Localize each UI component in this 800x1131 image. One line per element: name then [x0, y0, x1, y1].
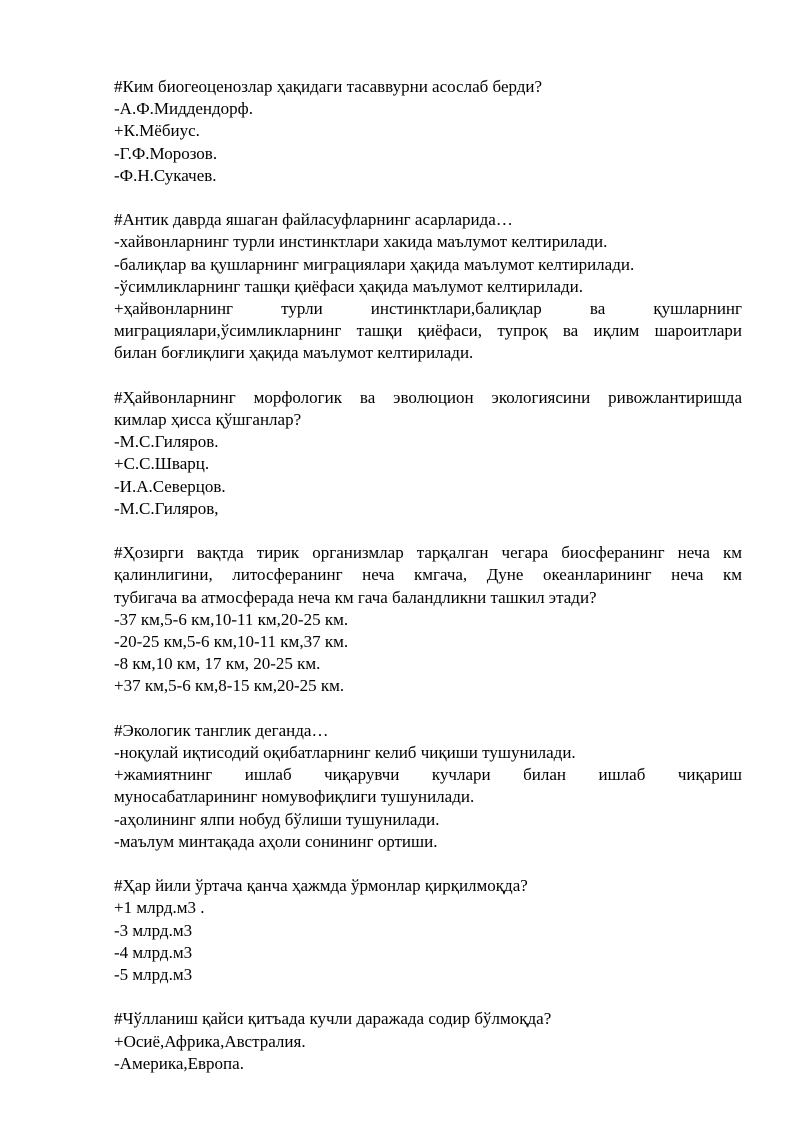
question-text: #Ҳар йили ўртача қанча ҳажмда ўрмонлар қирқилмоқда? — [114, 876, 528, 896]
answer-option: +37 км,5-6 км,8-15 км,20-25 км. — [114, 676, 345, 696]
document-page — [114, 76, 742, 1097]
answer-option: -хайвонларнинг турли инстинктлари хакида маълумот келтирилади. — [114, 232, 608, 252]
question-text: кимлар ҳисса қўшганлар? — [114, 410, 302, 430]
answer-option: +К.Мёбиус. — [114, 121, 200, 141]
question-block — [114, 76, 742, 187]
question-block — [114, 720, 742, 853]
answer-option: -Ф.Н.Сукачев. — [114, 165, 217, 185]
answer-option: -М.С.Гиляров. — [114, 432, 219, 452]
answer-option: -5 млрд.м3 — [114, 965, 193, 985]
answer-option: -4 млрд.м3 — [114, 942, 193, 962]
question-text: қалинлигини, литосферанинг неча кмгача, Дуне океанларининг неча км — [114, 565, 742, 585]
text-continuation: миграциялари,ўсимликларнинг ташқи қиёфаси, тупроқ ва иқлим шароитлари — [114, 321, 742, 341]
answer-option: -аҳолининг ялпи нобуд бўлиши тушунилади. — [114, 809, 440, 829]
answer-option: -М.С.Гиляров, — [114, 498, 219, 518]
answer-option: -А.Ф.Миддендорф. — [114, 99, 253, 119]
question-text: тубигача ва атмосферада неча км гача баландликни ташкил этади? — [114, 587, 597, 607]
answer-option: +ҳайвонларнинг турли инстинктлари,балиқлар ва қушларнинг — [114, 299, 742, 319]
question-text: #Ҳайвонларнинг морфологик ва эволюцион экологиясини ривожлантиришда — [114, 387, 742, 407]
question-block — [114, 387, 742, 520]
answer-option: -3 млрд.м3 — [114, 920, 193, 940]
answer-option: -8 км,10 км, 17 км, 20-25 км. — [114, 654, 321, 674]
question-block — [114, 209, 742, 364]
question-text: #Ким биогеоценозлар ҳақидаги тасаввурни асослаб берди? — [114, 77, 543, 96]
answer-option: +жамиятнинг ишлаб чиқарувчи кучлари билан ишлаб чиқариш — [114, 765, 742, 785]
question-text: #Антик даврда яшаган файласуфларнинг асарларида… — [114, 210, 513, 230]
answer-option: -балиқлар ва қушларнинг миграциялари ҳақида маълумот келтирилади. — [114, 254, 635, 274]
question-block — [114, 1008, 742, 1075]
question-text: #Чўлланиш қайси қитъада кучли даражада содир бўлмоқда? — [114, 1009, 552, 1029]
answer-option: -20-25 км,5-6 км,10-11 км,37 км. — [114, 632, 349, 652]
question-block — [114, 542, 742, 697]
text-continuation: билан боғлиқлиги ҳақида маълумот келтирилади. — [114, 343, 474, 363]
answer-option: +С.С.Шварц. — [114, 454, 210, 474]
answer-option: -ўсимликларнинг ташқи қиёфаси ҳақида маълумот келтирилади. — [114, 276, 583, 296]
answer-option: -маълум минтақада аҳоли сонининг ортиши. — [114, 831, 438, 851]
answer-option: -Америка,Европа. — [114, 1053, 244, 1073]
question-block — [114, 875, 742, 986]
answer-option: -ноқулай иқтисодий оқибатларнинг келиб чиқиши тушунилади. — [114, 743, 576, 763]
question-text: #Ҳозирги вақтда тирик организмлар тарқалган чегара биосферанинг неча км — [114, 543, 742, 563]
answer-option: -Г.Ф.Морозов. — [114, 143, 218, 163]
answer-option: -37 км,5-6 км,10-11 км,20-25 км. — [114, 609, 349, 629]
text-continuation: муносабатларининг номувофиқлиги тушунилади. — [114, 787, 475, 807]
answer-option: -И.А.Северцов. — [114, 476, 226, 496]
answer-option: +Осиё,Африка,Австралия. — [114, 1031, 306, 1051]
answer-option: +1 млрд.м3 . — [114, 898, 205, 918]
question-text: #Экологик танглик деганда… — [114, 720, 329, 740]
